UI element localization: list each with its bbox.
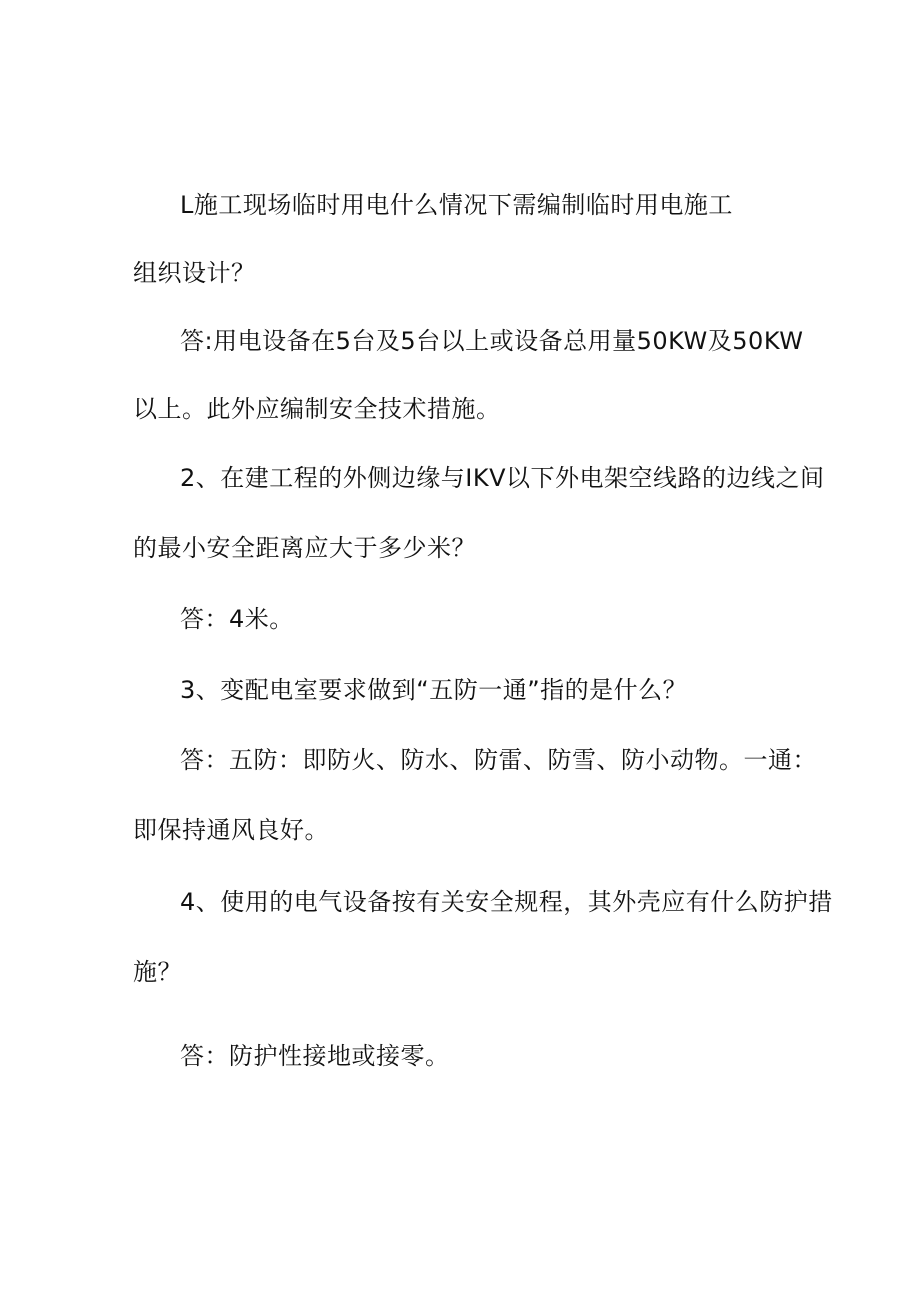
answer-1-line-2: 以上。此外应编制安全技术措施。 (133, 395, 501, 423)
answer-3-line-1: 答：五防：即防火、防水、防雷、防雪、防小动物。一通： (180, 746, 817, 774)
question-1-line-1: L施工现场临时用电什么情况下需编制临时用电施工 (180, 191, 733, 219)
question-4-line-2: 施？ (133, 958, 182, 986)
question-4-line-1: 4、使用的电气设备按有关安全规程，其外壳应有什么防护措 (180, 888, 833, 916)
answer-2: 答：4米。 (180, 605, 294, 633)
question-2-line-1: 2、在建工程的外侧边缘与IKV以下外电架空线路的边线之间 (180, 464, 825, 492)
question-2-line-2: 的最小安全距离应大于多少米？ (133, 534, 476, 562)
answer-3-line-2: 即保持通风良好。 (133, 816, 329, 844)
answer-1-line-1: 答:用电设备在5台及5台以上或设备总用量50KW及50KW (180, 327, 804, 355)
question-3: 3、变配电室要求做到“五防一通”指的是什么？ (180, 676, 688, 704)
question-1-line-2: 组织设计？ (133, 259, 256, 287)
answer-4: 答：防护性接地或接零。 (180, 1042, 450, 1070)
